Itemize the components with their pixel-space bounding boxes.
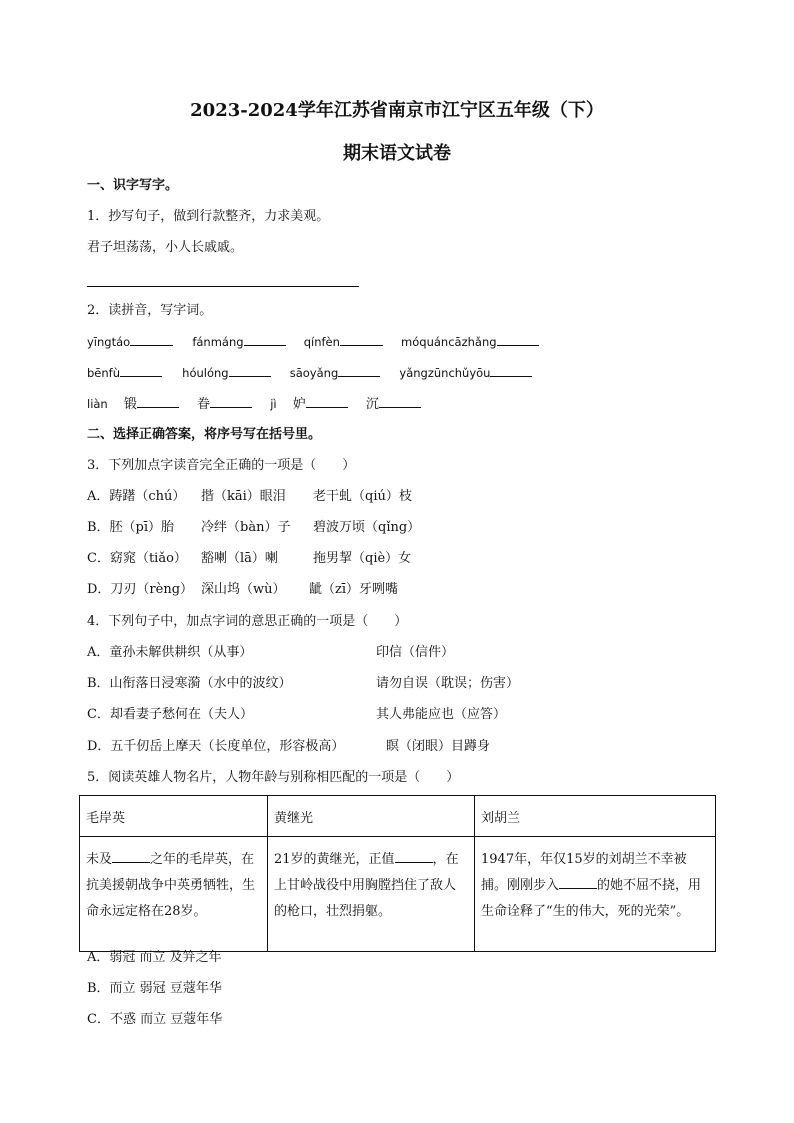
pinyin-item: bēnfù: [87, 366, 121, 380]
answer-blank[interactable]: [340, 333, 383, 346]
pinyin-item: fánmáng: [192, 335, 244, 349]
q5-option-a[interactable]: A．弱冠 而立 及笄之年: [87, 950, 222, 965]
pinyin-item: yīngtáo: [87, 335, 131, 349]
pinyin-item: yǎngzūnchǔyōu: [399, 366, 491, 380]
table-header-row: [80, 796, 716, 837]
card-text: 1947年，年仅15岁的刘胡兰不幸被捕。刚刚步入 的她不屈不挠，用生命诠释了“生的伟大，死的光荣”。: [475, 837, 716, 952]
q4-option-a[interactable]: A．童孙未解供耕织（从事） 印信（信件）: [87, 645, 455, 660]
hero-cards-table: [79, 795, 716, 952]
card-text: 未及 之年的毛岸英，在抗美援朝战争中英勇牺牲，生命永远定格在28岁。: [80, 837, 268, 952]
pinyin-item: hóulóng: [182, 366, 229, 380]
char-item: 妒: [292, 397, 306, 412]
answer-blank[interactable]: [338, 364, 380, 377]
card-name: 毛岸英: [80, 796, 268, 837]
char-item: 锻: [123, 397, 137, 412]
q5-option-c[interactable]: C．不惑 而立 豆蔻年华: [87, 1012, 223, 1027]
q2-row-3: [87, 395, 421, 414]
pinyin-item: sāoyǎng: [289, 366, 339, 380]
answer-blank[interactable]: [120, 364, 162, 377]
answer-blank[interactable]: [379, 395, 421, 408]
answer-blank[interactable]: [112, 850, 150, 863]
q2-row-2: [87, 364, 532, 383]
q5-option-b[interactable]: B．而立 弱冠 豆蔻年华: [87, 981, 222, 996]
answer-blank[interactable]: [395, 850, 433, 863]
q3-option-a[interactable]: A．踌躇（chú） 揩（kāi）眼泪 老干虬（qiú）枝: [87, 489, 412, 504]
q5-prompt: 5．阅读英雄人物名片，人物年龄与别称相匹配的一项是（ ）: [87, 770, 460, 785]
answer-blank[interactable]: [137, 395, 179, 408]
q4-prompt: 4．下列句子中，加点字词的意思正确的一项是（ ）: [87, 614, 408, 629]
q4-option-b[interactable]: B．山衔落日浸寒漪（水中的波纹） 请勿自误（耽误；伤害）: [87, 676, 520, 691]
pinyin-item: móquáncāzhǎng: [401, 335, 497, 349]
answer-blank[interactable]: [497, 333, 539, 346]
section-1-heading: 一、识字写字。: [87, 178, 179, 193]
answer-blank[interactable]: [130, 333, 173, 346]
q2-prompt: 2．读拼音，写字词。: [87, 303, 213, 318]
q1-sentence: 君子坦荡荡，小人长戚戚。: [87, 240, 244, 255]
q3-option-d[interactable]: D．刀刃（rèng） 深山坞（wù） 龇（zī）牙咧嘴: [87, 582, 399, 597]
card-text: 21岁的黄继光，正值 ，在上甘岭战役中用胸膛挡住了敌人的枪口，壮烈捐躯。: [268, 837, 475, 952]
q1-answer-line[interactable]: [87, 286, 359, 287]
answer-blank[interactable]: [210, 395, 252, 408]
page-title: 2023-2024学年江苏省南京市江宁区五年级（下）: [190, 100, 604, 121]
section-2-heading: 二、选择正确答案，将序号写在括号里。: [87, 427, 322, 442]
answer-blank[interactable]: [244, 333, 286, 346]
q3-prompt: 3．下列加点字读音完全正确的一项是（ ）: [87, 458, 356, 473]
q2-row-1: [87, 333, 539, 352]
char-item: 沉: [365, 397, 379, 412]
answer-blank[interactable]: [306, 395, 348, 408]
q4-option-c[interactable]: C．却看妻子愁何在（夫人） 其人弗能应也（应答）: [87, 707, 507, 722]
page-subtitle: 期末语文试卷: [343, 143, 451, 164]
q4-option-d[interactable]: D．五千仞岳上摩天（长度单位，形容极高） 瞑（闭眼）目蹲身: [87, 739, 491, 754]
q3-option-b[interactable]: B．胚（pī）胎 冷绊（bàn）子 碧波万顷（qǐng）: [87, 520, 421, 535]
card-name: 黄继光: [268, 796, 475, 837]
pinyin-item: qínfèn: [303, 335, 340, 349]
table-row: [80, 837, 716, 952]
pinyin-item: liàn: [87, 397, 108, 411]
answer-blank[interactable]: [229, 364, 271, 377]
answer-blank[interactable]: [490, 364, 532, 377]
pinyin-item: jì: [270, 397, 277, 411]
card-name: 刘胡兰: [475, 796, 716, 837]
q3-option-c[interactable]: C．窈窕（tiǎo） 豁喇（lā）喇 拖男挈（qiè）女: [87, 551, 412, 566]
q1-prompt: 1．抄写句子，做到行款整齐，力求美观。: [87, 209, 330, 224]
char-item: 眷: [197, 397, 211, 412]
answer-blank[interactable]: [559, 876, 597, 889]
